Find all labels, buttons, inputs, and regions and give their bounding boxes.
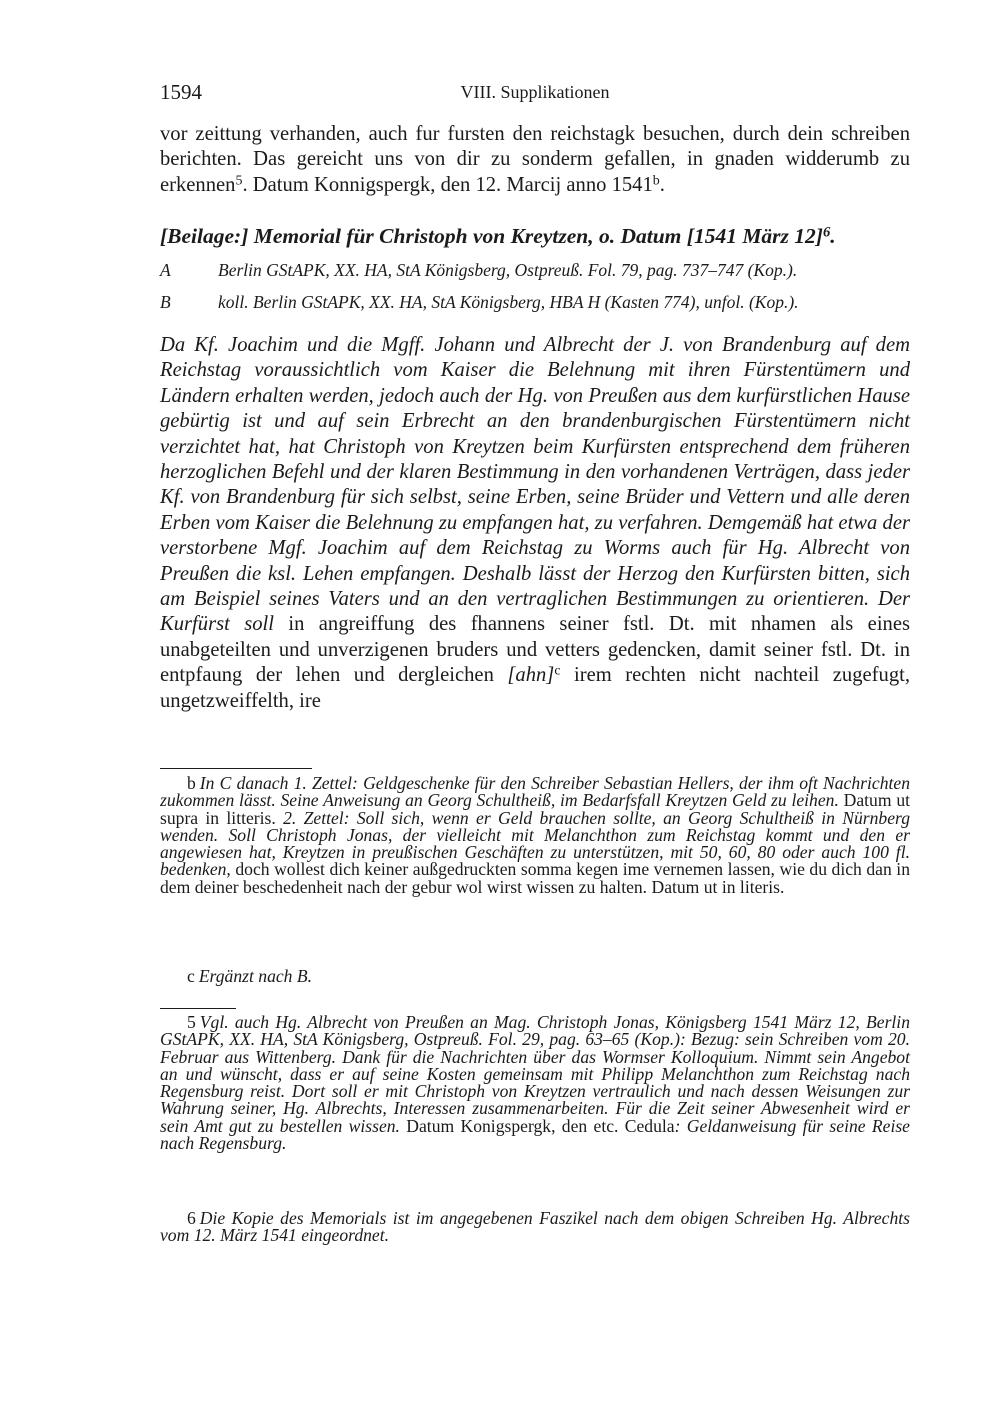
running-title: VIII. Supplikationen	[460, 82, 610, 102]
text-note-b	[160, 775, 910, 896]
note-text: Vgl. auch Hg. Albrecht von Preußen an Mag. Christoph Jonas, Königsberg 1541 März 12, Berlin GStAPK, XX. HA, StA Königsberg, Ostpreuß. Fol. 29, pag. 63–65 (Kop.): Bezug: sein Schreiben vom 20. Februar aus Wittenberg. Dank für die Nachrichten über das Wormser Kolloquium. Nimmt sein Angebot an und wünscht, dass er auf seine Kosten gemeinsam mit Philipp Melanchthon zum Reichstag nach Regensburg reist. Dort soll er mit Christoph von Kreytzen vertraulich und nach dessen Weisungen zur Wahrung seiner, Hg. Albrechts, Interessen zusammenarbeiten. Für die Zeit seiner Abwesenheit wird er sein Amt gut zu bestellen wissen.	[160, 1012, 910, 1136]
letter-dating: . Datum Konnigspergk, den 12. Marcij anno 1541	[242, 173, 653, 196]
witness-text: koll. Berlin GStAPK, XX. HA, StA Königsberg, HBA H (Kasten 774), unfol. (Kop.).	[218, 292, 799, 312]
witness-text: Berlin GStAPK, XX. HA, StA Königsberg, Ostpreuß. Fol. 79, pag. 737–747 (Kop.).	[218, 260, 798, 280]
letter-closing-paragraph	[160, 122, 910, 198]
note-mark: 5	[187, 1012, 196, 1032]
witness-b	[160, 292, 910, 313]
editorial-emendation: [ahn]	[507, 664, 555, 687]
memorial-paragraph	[160, 333, 910, 714]
heading-text: [Beilage:] Memorial für Christoph von Kreytzen, o. Datum [1541 März 12]	[160, 224, 823, 248]
note-mark: 6	[187, 1208, 196, 1228]
note-mark: c	[187, 966, 195, 986]
text-note-c	[160, 968, 910, 985]
footnote-6	[160, 1210, 910, 1245]
note-text: In C danach 1. Zettel: Geldgeschenke für den Schreiber Sebastian Hellers, der ihm oft Nachrichten zukommen lässt. Seine Anweisung an Georg Schultheiß, im Bedarfsfall Kreytzen Geld zu leihen.	[160, 773, 910, 811]
memorial-quote-tail: irem rechten nicht nachteil zugefugt, ungetzweiffelth, ire	[160, 664, 910, 712]
document-heading	[160, 224, 920, 249]
memorial-summary: Da Kf. Joachim und die Mgff. Johann und Albrecht der J. von Brandenburg auf dem Reichstag voraussichtlich vom Kaiser die Belehnung mit ihren Fürstentümern und Ländern erhalten werden, jedoch auch der Hg. von Preußen aus dem kurfürstlichen Hause gebürtig ist und auf sein Erbrecht an den brandenburgischen Fürstentümern nicht verzichtet hat, hat Christoph von Kreytzen beim Kurfürsten entsprechend dem früheren herzoglichen Befehl und der klaren Bestimmung in den vorhandenen Verträgen, dass jeder Kf. von Brandenburg für sich selbst, seine Erben, seine Brüder und Vettern und alle deren Erben vom Kaiser die Belehnung zu empfangen hat, zu verfahren. Demgemäß hat etwa der verstorbene Mgf. Joachim auf dem Reichstag zu Worms auch für Hg. Albrecht von Preußen die ksl. Lehen empfangen. Deshalb lässt der Herzog den Kurfürsten bitten, sich am Beispiel seines Vaters und an den vertraglichen Bestimmungen zu orientieren. Der Kurfürst soll	[160, 334, 910, 636]
note-text: Datum Konigspergk, den etc. Cedula	[399, 1115, 675, 1136]
note-ref-b[interactable]: b	[652, 173, 660, 189]
period: .	[830, 224, 836, 248]
footnote-5	[160, 1014, 910, 1152]
note-text: : Geldanweisung für seine Reise nach Regensburg.	[160, 1115, 910, 1154]
witness-a	[160, 260, 910, 281]
letter-text: vor zeittung verhanden, auch fur fursten den reichstagk besuchen, durch dein schreiben berichten. Das gereicht uns von dir zu sonderm gefallen, in gnaden widderumb zu erkennen	[160, 123, 910, 196]
footnote-divider	[160, 768, 312, 769]
period: .	[659, 173, 665, 196]
footnote-ref-6[interactable]: 6	[822, 224, 831, 241]
witness-sigil: B	[160, 292, 171, 312]
note-mark: b	[187, 773, 196, 793]
note-text: doch wollest dich keiner außgedruckten somma kegen ime vernemen lassen, wie du dich dan in dem deiner beschedenheit nach der gebur wol wirst wissen zu halten. Datum ut in literis.	[160, 859, 910, 897]
memorial-quote: in angreiffung des fhannens seiner fstl. Dt. mit nhamen als eines unabgeteilten und unverzigenen bruders und vetters gedencken, damit seiner fstl. Dt. in entpfaung der lehen und dergleichen	[160, 613, 910, 687]
note-text: 2. Zettel: Soll sich, wenn er Geld brauchen sollte, an Georg Schultheiß in Nürnberg wenden. Soll Christoph Jonas, der vielleicht mit Melanchthon zum Reichstag kommt und den er angewiesen hat, Kreytzen in preußischen Geschäften zu unterstützen, mit 50, 60, 80 oder auch 100 fl. bedenken,	[160, 807, 910, 880]
page-number: 1594	[160, 80, 202, 104]
note-text: Die Kopie des Memorials ist im angegebenen Faszikel nach dem obigen Schreiben Hg. Albrechts vom 12. März 1541 eingeordnet.	[160, 1208, 910, 1246]
footnote-ref-5[interactable]: 5	[235, 173, 243, 189]
footnote-divider	[160, 1008, 236, 1009]
note-ref-c[interactable]: c	[554, 663, 561, 679]
witness-sigil: A	[160, 260, 171, 280]
running-header	[160, 80, 910, 106]
note-text: Ergänzt nach B.	[198, 966, 313, 986]
note-text: Datum ut supra in litteris.	[160, 790, 911, 828]
